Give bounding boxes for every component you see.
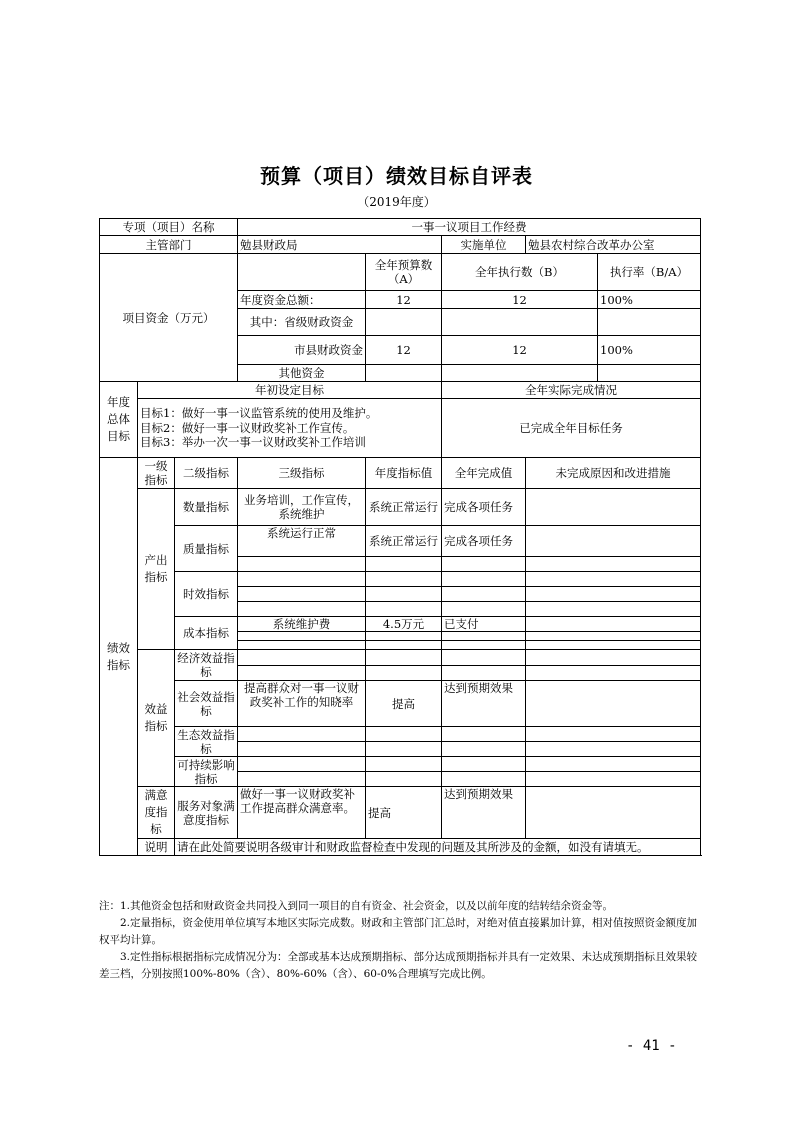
cost-l3: 系统维护费 (238, 617, 366, 632)
social-l3: 提高群众对一事一议财政奖补工作的知晓率 (238, 681, 366, 727)
funds-header-blank (238, 254, 366, 291)
empty-cell (526, 632, 701, 641)
empty-cell (526, 666, 701, 681)
empty-cell (526, 641, 701, 650)
funds-row-label: 其中：省级财政资金 (238, 309, 366, 336)
quality-l3: 系统运行正常 (238, 526, 366, 557)
social-reason (526, 681, 701, 727)
empty-cell (442, 632, 526, 641)
empty-cell (238, 742, 366, 757)
funds-col-rate: 执行率（B/A） (598, 254, 701, 291)
social-actual: 达到预期效果 (442, 681, 526, 727)
funds-row-exec: 12 (442, 291, 598, 309)
empty-cell (526, 557, 701, 572)
empty-cell (238, 666, 366, 681)
empty-cell (366, 602, 442, 617)
cost-target: 4.5万元 (366, 617, 442, 632)
funds-row-budget: 12 (366, 291, 442, 309)
qty-reason (526, 489, 701, 526)
empty-cell (238, 587, 366, 602)
quality-reason (526, 526, 701, 557)
goals-done-value: 已完成全年目标任务 (442, 399, 701, 458)
indicators-col-l3: 三级指标 (238, 458, 366, 489)
footnotes (99, 898, 700, 983)
project-name-label: 专项（项目）名称 (100, 219, 238, 236)
empty-cell (238, 632, 366, 641)
funds-row-rate (598, 309, 701, 336)
funds-label: 项目资金（万元） (100, 254, 238, 382)
empty-cell (366, 632, 442, 641)
cost-indicator-label: 成本指标 (175, 617, 238, 650)
funds-row-label: 年度资金总额： (238, 291, 366, 309)
goal-item: 目标3：举办一次一事一议财政奖补工作培训 (140, 435, 366, 450)
qty-indicator-label: 数量指标 (175, 489, 238, 526)
empty-cell (366, 587, 442, 602)
qty-actual: 完成各项任务 (442, 489, 526, 526)
service-l3: 做好一事一议财政奖补工作提高群众满意率。 (238, 787, 366, 839)
satisfaction-indicators-label: 满意度指标 (138, 787, 175, 839)
funds-row-exec: 12 (442, 336, 598, 365)
sustain-indicator-label: 可持续影响指标 (175, 757, 238, 787)
quality-target: 系统正常运行 (366, 526, 442, 557)
empty-cell (238, 650, 366, 666)
social-target: 提高 (366, 681, 442, 727)
empty-cell (366, 757, 442, 772)
funds-col-exec: 全年执行数（B） (442, 254, 598, 291)
time-indicator-label: 时效指标 (175, 572, 238, 617)
indicators-col-reason: 未完成原因和改进措施 (526, 458, 701, 489)
funds-row-exec (442, 309, 598, 336)
empty-cell (442, 757, 526, 772)
empty-cell (526, 572, 701, 587)
footnote: 3.定性指标根据指标完成情况分为：全部或基本达成预期指标、部分达成预期指标并具有一定效果、未达成预期指标且效果较差三档，分别按照100%-80%（含）、80%-60%（含）、60-0%合理填写完成比例。 (99, 951, 698, 980)
quality-actual: 完成各项任务 (442, 526, 526, 557)
unit-value: 勉县农村综合改革办公室 (526, 236, 701, 254)
dept-value: 勉县财政局 (238, 236, 442, 254)
cost-reason (526, 617, 701, 632)
eco-indicator-label: 生态效益指标 (175, 727, 238, 757)
form-title: 预算（项目）绩效目标自评表 (260, 164, 533, 188)
footnote: 注：1.其他资金包括和财政资金共同投入到同一项目的自有资金、社会资金，以及以前年度的结转结余资金等。 (99, 900, 614, 912)
empty-cell (442, 650, 526, 666)
empty-cell (366, 727, 442, 742)
page-number: - 41 - (626, 1038, 677, 1054)
service-indicator-label: 服务对象满意度指标 (175, 787, 238, 839)
empty-cell (526, 650, 701, 666)
empty-cell (526, 772, 701, 787)
funds-row-label: 市县财政资金 (238, 336, 366, 365)
empty-cell (526, 742, 701, 757)
empty-cell (238, 727, 366, 742)
empty-cell (238, 602, 366, 617)
form-year: （2019年度） (357, 195, 436, 209)
empty-cell (442, 772, 526, 787)
unit-label: 实施单位 (442, 236, 526, 254)
project-name-value: 一事一议项目工作经费 (238, 219, 701, 236)
funds-row-budget (366, 309, 442, 336)
empty-cell (238, 572, 366, 587)
empty-cell (238, 641, 366, 650)
funds-col-budget: 全年预算数（A） (366, 254, 442, 291)
funds-row-budget (366, 365, 442, 382)
funds-row-exec (442, 365, 598, 382)
empty-cell (442, 587, 526, 602)
service-reason (526, 787, 701, 839)
qty-target: 系统正常运行 (366, 489, 442, 526)
goal-item: 目标1：做好一事一议监管系统的使用及维护。 (140, 406, 378, 421)
empty-cell (366, 742, 442, 757)
empty-cell (238, 557, 366, 572)
funds-row-rate (598, 365, 701, 382)
empty-cell (526, 602, 701, 617)
service-target: 提高 (366, 787, 442, 839)
empty-cell (366, 641, 442, 650)
empty-cell (442, 666, 526, 681)
econ-indicator-label: 经济效益指标 (175, 650, 238, 681)
empty-cell (526, 727, 701, 742)
empty-cell (442, 572, 526, 587)
goals-col-set: 年初设定目标 (138, 382, 442, 399)
performance-table (99, 218, 701, 856)
empty-cell (526, 757, 701, 772)
empty-cell (442, 742, 526, 757)
empty-cell (442, 557, 526, 572)
empty-cell (238, 772, 366, 787)
empty-cell (442, 727, 526, 742)
indicators-col-target: 年度指标值 (366, 458, 442, 489)
goal-item: 目标2：做好一事一议财政奖补工作宣传。 (140, 420, 355, 435)
indicators-col-l1: 一级指标 (138, 458, 175, 489)
goals-label: 年度总体目标 (100, 382, 138, 458)
remark-text: 请在此处简要说明各级审计和财政监督检查中发现的问题及其所涉及的金额，如没有请填无。 (175, 839, 701, 856)
funds-row-budget: 12 (366, 336, 442, 365)
indicators-col-actual: 全年完成值 (442, 458, 526, 489)
qty-l3: 业务培训，工作宣传，系统维护 (238, 489, 366, 526)
indicators-label: 绩效指标 (100, 458, 138, 856)
dept-label: 主管部门 (100, 236, 238, 254)
service-actual: 达到预期效果 (442, 787, 526, 839)
social-indicator-label: 社会效益指标 (175, 681, 238, 727)
indicators-col-l2: 二级指标 (175, 458, 238, 489)
empty-cell (442, 641, 526, 650)
empty-cell (366, 650, 442, 666)
empty-cell (366, 666, 442, 681)
funds-row-rate: 100% (598, 291, 701, 309)
funds-row-rate: 100% (598, 336, 701, 365)
empty-cell (442, 602, 526, 617)
empty-cell (238, 757, 366, 772)
quality-indicator-label: 质量指标 (175, 526, 238, 572)
footnote: 2.定量指标，资金使用单位填写本地区实际完成数。财政和主管部门汇总时，对绝对值直接累加计算，相对值按照资金额度加权平均计算。 (99, 917, 698, 946)
cost-actual: 已支付 (442, 617, 526, 632)
output-indicators-label: 产出指标 (138, 489, 175, 650)
empty-cell (526, 587, 701, 602)
funds-row-label: 其他资金 (238, 365, 366, 382)
goals-col-done: 全年实际完成情况 (442, 382, 701, 399)
benefit-indicators-label: 效益指标 (138, 650, 175, 787)
remark-label: 说明 (138, 839, 175, 856)
empty-cell (366, 772, 442, 787)
empty-cell (366, 557, 442, 572)
empty-cell (366, 572, 442, 587)
